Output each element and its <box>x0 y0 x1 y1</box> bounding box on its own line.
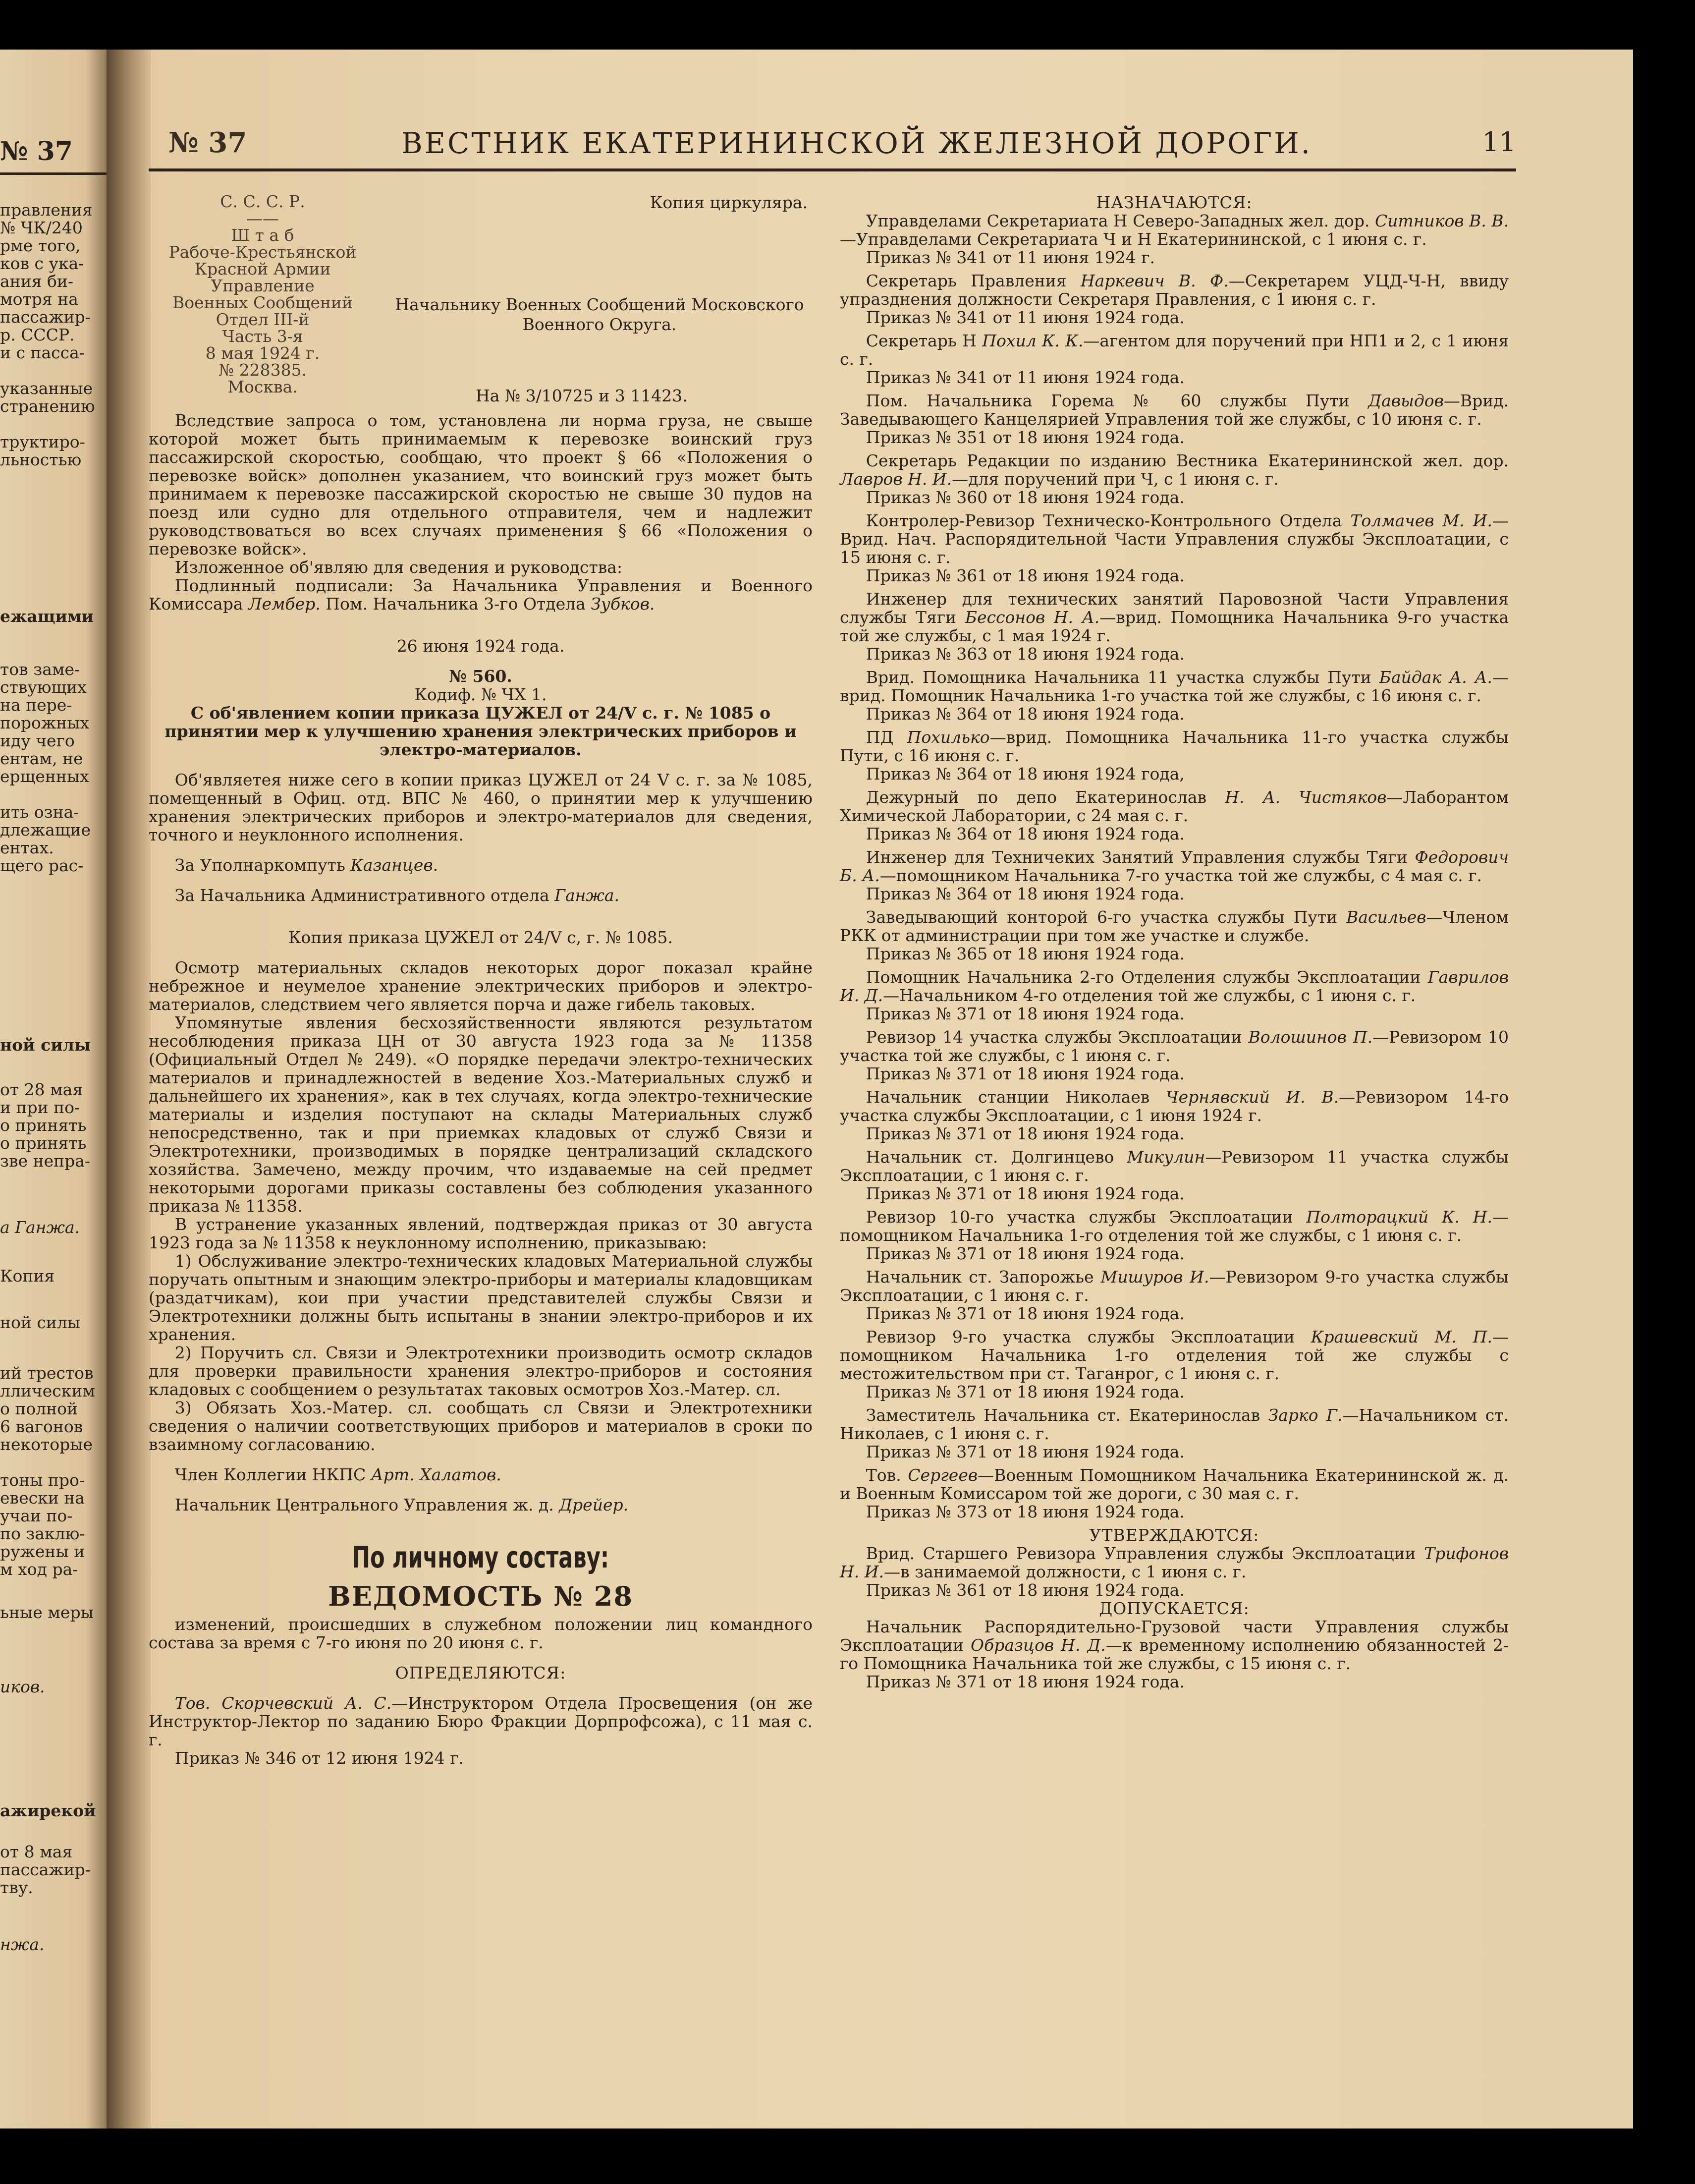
previous-page-line: ллическим <box>0 1381 96 1400</box>
previous-page-line: странению <box>0 396 95 416</box>
org-line: Ш т а б <box>231 225 294 245</box>
order-reference: Приказ № 360 от 18 июня 1924 года. <box>866 488 1185 507</box>
org-line: Часть 3-я <box>222 327 303 346</box>
signature: Член Коллегии НКПС Арт. Халатов. <box>174 1465 501 1484</box>
signature: За Начальника Административного отдела Ганжа. <box>174 886 620 905</box>
copy-label: Копия циркуляра. <box>650 193 808 212</box>
org-line: Рабоче-Крестьянской <box>168 242 357 262</box>
previous-page-line: евески на <box>0 1488 85 1508</box>
org-line: Военных Сообщений <box>172 293 353 312</box>
signature: За Уполнаркомпуть Казанцев. <box>174 855 438 875</box>
previous-page-line: 6 вагонов <box>0 1417 83 1436</box>
previous-page-line: ентах. <box>0 838 54 857</box>
reference-number: На № 3/10725 и 3 11423. <box>476 386 688 405</box>
previous-page-line: ежащими <box>0 607 94 626</box>
header-rule <box>149 168 1516 171</box>
paragraph: Об'являетея ниже сего в копии приказ ЦУЖЕЛ от 24 V с. г. за № 1085, помещенный в Офиц. отд. ВПС № 460, о принятии мер к улучшению хранения электрических приборов и электро-материалов для сведения, точного и неуклонного исполнения. <box>149 770 813 844</box>
order-reference: Приказ № 371 от 18 июня 1924 года. <box>866 1304 1185 1323</box>
previous-page-rule <box>0 172 109 175</box>
previous-page-line: и с пасса- <box>0 343 85 362</box>
previous-page-line: ружены и <box>0 1542 85 1561</box>
previous-page-line: правления <box>0 200 93 220</box>
order-reference: Приказ № 351 от 18 июня 1924 года. <box>866 428 1185 447</box>
previous-page-line: ков с ука- <box>0 254 84 273</box>
personnel-entry: Ревизор 10-го участка службы Эксплоатации Полторацкий К. Н.—помощником Начальника 1-го отделения той же службы, с 1 июня с. г. <box>840 1207 1509 1245</box>
previous-page-line: некоторые <box>0 1435 93 1454</box>
personnel-entry: Начальник станции Николаев Чернявский И. В.—Ревизором 14-го участка службы Эксплоатации, с 1 июня 1924 г. <box>840 1087 1509 1125</box>
circular-header <box>149 193 813 411</box>
previous-page-line: ной силы <box>0 1035 91 1055</box>
order-reference: Приказ № 371 от 18 июня 1924 года. <box>866 1004 1185 1023</box>
order-reference: Приказ № 371 от 18 июня 1924 года. <box>866 1672 1185 1691</box>
order-date: 26 июня 1924 года. <box>396 636 565 656</box>
personnel-entry: Помощник Начальника 2-го Отделения службы Эксплоатации Гаврилов И. Д.—Начальником 4-го отделения той же службы, с 1 июня с. г. <box>840 967 1509 1005</box>
order-reference: Приказ № 371 от 18 июня 1924 года. <box>866 1244 1185 1263</box>
order-reference: Приказ № 371 от 18 июня 1924 года. <box>866 1124 1185 1143</box>
personnel-entry: Ревизор 9-го участка службы Эксплоатации Крашевский М. П.—помощником Начальника 1-го отделения той же службы с местожительством при ст. Таганрог, с 1 июня с. г. <box>840 1327 1509 1383</box>
appointments-list <box>840 212 1509 1526</box>
left-column <box>149 193 813 1767</box>
book-gutter <box>107 50 151 2128</box>
previous-page-line: иков. <box>0 1677 45 1696</box>
order-reference: Приказ № 371 от 18 июня 1924 года. <box>866 1184 1185 1203</box>
previous-page-line: пассажир- <box>0 307 91 327</box>
order-reference: Приказ № 363 от 18 июня 1924 года. <box>866 644 1185 664</box>
journal-title: ВЕСТНИК ЕКАТЕРИНИНСКОЙ ЖЕЛЕЗНОЙ ДОРОГИ. <box>401 126 1312 160</box>
personnel-entry: Инженер для технических занятий Паровозной Части Управления службы Тяги Бессонов Н. А.—врид. Помощника Начальника 9-го участка той же службы, с 1 мая 1924 г. <box>840 589 1509 645</box>
personnel-entry: Начальник Распорядительно-Грузовой части Управления службы Эксплоатации Образцов Н. Д.—к временному исполнению обязанностей 2-го Помощника Начальника той же службы, с 15 июня с. г. <box>840 1617 1509 1673</box>
personnel-entry: Начальник ст. Запорожье Мишуров И.—Ревизором 9-го участка службы Эксплоатации, с 1 июня с. г. <box>840 1267 1509 1305</box>
org-line: С. С. С. Р. <box>220 192 305 211</box>
copy-title: Копия приказа ЦУЖЕЛ от 24/V с, г. № 1085. <box>288 928 673 947</box>
personnel-entry: Контролер-Ревизор Техническо-Контрольного Отдела Толмачев М. И.—Врид. Нач. Распорядительной Части Управления службы Эксплоатации, с 15 июня с. г. <box>840 511 1509 567</box>
previous-page-line: порожных <box>0 713 90 732</box>
personnel-entry: Заместитель Начальника ст. Екатеринослав Зарко Г.—Начальником ст. Николаев, с 1 июня с. г. <box>840 1405 1509 1443</box>
previous-page-line: о принять <box>0 1116 87 1135</box>
org-line: № 228385. <box>218 360 307 380</box>
paragraph: 1) Обслуживание электро-технических кладовых Материальной службы поручать опытным и знающим электро-приборы и материалы кладовщикам (раздатчикам), кои при участии представителей службы Связи и Электротехники должны быть испытаны в знании электро-приборов и их хранения. <box>149 1251 813 1344</box>
previous-page-line: тву. <box>0 1878 33 1897</box>
previous-page-line: ствующих <box>0 677 87 697</box>
previous-page-line: ий трестов <box>0 1363 94 1383</box>
order-reference: Приказ № 365 от 18 июня 1924 года. <box>866 944 1185 963</box>
previous-page-line: о полной <box>0 1399 78 1418</box>
order-reference: Приказ № 341 от 11 июня 1924 г. <box>866 248 1155 267</box>
personnel-entry: Тов. Скорчевский А. С.—Инструктором Отдела Просвещения (он же Инструктор-Лектор по заданию Бюро Фракции Дорпрофсожа), с 11 мая с. г. <box>149 1693 813 1749</box>
order-reference: Приказ № 371 от 18 июня 1924 года. <box>866 1442 1185 1461</box>
personnel-entry: Пом. Начальника Горема № 60 службы Пути Давыдов—Врид. Заведывающего Канцелярией Управления той же службы, с 10 июня с. г. <box>840 391 1509 429</box>
order-reference: Приказ № 341 от 11 июня 1924 года. <box>866 368 1185 387</box>
order-reference: Приказ № 373 от 18 июня 1924 года. <box>866 1502 1185 1521</box>
previous-page-line: щего рас- <box>0 856 84 875</box>
personnel-entry: Дежурный по депо Екатеринослав Н. А. Чистяков—Лаборантом Химической Лаборатории, с 24 мая с. г. <box>840 787 1509 825</box>
section-subheading: УТВЕРЖДАЮТСЯ: <box>1089 1525 1259 1545</box>
issuer-block <box>149 193 377 395</box>
section-heading: По личному составу: <box>352 1540 609 1575</box>
previous-page-line: м ход ра- <box>0 1560 78 1579</box>
page-number: 11 <box>1482 126 1516 158</box>
previous-page-line: зве непра- <box>0 1151 91 1171</box>
paragraph: 2) Поручить сл. Связи и Электротехники производить осмотр складов для проверки правильности хранения электро-приборов и состояния кладовых с сообщением о результатах таковых осмотров Хоз.-Матер. сл. <box>149 1343 813 1399</box>
paragraph: Изложенное об'являю для сведения и руководства: <box>174 558 623 577</box>
personnel-entry: Секретарь Н Похил К. К.—агентом для поручений при НП1 и 2, с 1 июня с. г. <box>840 331 1509 369</box>
previous-page-line: № ЧК/240 <box>0 218 83 237</box>
previous-page-line: ентам, не <box>0 749 83 768</box>
paragraph: В устранение указанных явлений, подтверждая приказ от 30 августа 1923 года за № 11358 к неуклонному исполнению, приказываю: <box>149 1215 813 1252</box>
previous-page-line: мотря на <box>0 289 78 309</box>
issue-number: № 37 <box>168 126 247 159</box>
personnel-entry: Врид. Помощника Начальника 11 участка службы Пути Байдак А. А.—врид. Помощник Начальника 1-го участка той же службы, с 16 июня с. г. <box>840 668 1509 705</box>
order-reference: Приказ № 341 от 11 июня 1924 года. <box>866 308 1185 327</box>
order-reference: Приказ № 364 от 18 июня 1924 года, <box>866 764 1185 784</box>
previous-page-line: рме того, <box>0 236 81 255</box>
personnel-entry: Ревизор 14 участка службы Эксплоатации Волошинов П.—Ревизором 10 участка той же службы, с 1 июня с. г. <box>840 1027 1509 1065</box>
previous-page-line: ьные меры <box>0 1603 94 1622</box>
previous-page-line: ной силы <box>0 1313 81 1332</box>
org-line: 8 мая 1924 г. <box>205 343 320 363</box>
personnel-entry: Начальник ст. Долгинцево Микулин—Ревизором 11 участка службы Эксплоатации, с 1 июня с. г. <box>840 1147 1509 1185</box>
section-subheading: ОПРЕДЕЛЯЮТСЯ: <box>395 1663 566 1682</box>
paragraph: 3) Обязать Хоз.-Матер. сл. сообщать сл Связи и Электротехники сведения о наличии соответствующих приборов и материалов в сроки по взаимному согласованию. <box>149 1398 813 1454</box>
previous-page-line: от 28 мая <box>0 1080 83 1099</box>
previous-page-line: льностью <box>0 450 82 469</box>
order-reference: Приказ № 364 от 18 июня 1924 года. <box>866 704 1185 724</box>
scan-border <box>1633 50 1695 2128</box>
page-header <box>168 126 1516 166</box>
previous-page-line: ить озна- <box>0 802 79 822</box>
section-subheading: ДОПУСКАЕТСЯ: <box>1099 1599 1250 1618</box>
order-reference: Приказ № 371 от 18 июня 1924 года. <box>866 1064 1185 1083</box>
previous-page-line: о принять <box>0 1133 87 1153</box>
previous-page-line: от 8 мая <box>0 1842 73 1861</box>
order-reference: Приказ № 364 от 18 июня 1924 года. <box>866 884 1185 903</box>
previous-page-line: труктиро- <box>0 432 85 451</box>
order-number: № 560. <box>449 667 512 686</box>
previous-page-line: иду чего <box>0 731 75 750</box>
personnel-entry: Врид. Старшего Ревизора Управления службы Эксплоатации Трифонов Н. И.—в занимаемой должности, с 1 июня с. г. <box>840 1544 1509 1581</box>
previous-page-fragment <box>0 50 114 2128</box>
previous-page-line: длежащие <box>0 820 91 840</box>
previous-page-line: ажирекой <box>0 1801 96 1820</box>
order-reference: Приказ № 361 от 18 июня 1924 года. <box>866 1580 1185 1600</box>
previous-page-line: нжа. <box>0 1935 45 1954</box>
order-reference: Приказ № 371 от 18 июня 1924 года. <box>866 1382 1185 1401</box>
codification: Кодиф. № ЧХ 1. <box>414 685 547 704</box>
previous-page-line: ерщенных <box>0 767 89 786</box>
previous-page-line: р. СССР. <box>0 325 75 344</box>
order-subject: С об'явлением копии приказа ЦУЖЕЛ от 24/V с. г. № 1085 о принятии мер к улучшению хранения электрических приборов и электро-материалов. <box>164 703 797 759</box>
signature-paragraph: Подлинный подписали: За Начальника Управления и Военного Комиссара Лембер. Пом. Начальника 3-го Отдела Зубков. <box>149 576 813 614</box>
personnel-entry: Секретарь Редакции по изданию Вестника Екатерининской жел. дор. Лавров Н. И.—для поручений при Ч, с 1 июня с. г. <box>840 451 1509 489</box>
previous-page-line: указанные <box>0 379 93 398</box>
signature: Начальник Центрального Управления ж. д. Дрейер. <box>174 1495 629 1514</box>
paragraph: Осмотр материальных складов некоторых дорог показал крайне небрежное и неумелое хранение электрических приборов и электро-материалов, следствием чего является порча и даже гибель таковых. <box>149 958 813 1014</box>
previous-page-number: № 37 <box>0 136 73 167</box>
personnel-entry: Управделами Секретариата Н Северо-Западных жел. дор. Ситников В. В.—Управделами Секретариата Ч и Н Екатерининской, с 1 июня с. г. <box>840 211 1509 249</box>
paragraph: Упомянутые явления бесхозяйственности являются результатом несоблюдения приказа ЦН от 30 августа 1923 года за № 11358 (Официальный Отдел № 249). «О порядке передачи электро-технических материалов и принадлежностей в ведение Хоз.-Материальных служб и дальнейшего их хранения», как в тех случаях, когда электро-технические материалы и изделия поступают на склады Материальных служб непосредственно, так и при приемках кладовых от служб Связи и Электротехники, производимых в порядке централизаций складского хозяйства. Замечено, между прочим, что издаваемые на сей предмет некоторыми дорогами приказы составлены без соблюдения указанного приказа № 11358. <box>149 1013 813 1216</box>
org-line: Москва. <box>227 377 298 396</box>
addressee: Начальнику Военных Сообщений Московского Военного Округа. <box>395 295 804 334</box>
personnel-entry: Секретарь Правления Наркевич В. Ф.—Секретарем УЦД-Ч-Н, ввиду упразднения должности Секретаря Правления, с 1 июня с. г. <box>840 271 1509 309</box>
order-reference: Приказ № 361 от 18 июня 1924 года. <box>866 566 1185 585</box>
org-line: Отдел III-й <box>216 310 310 329</box>
personnel-entry: ПД Похилько—врид. Помощника Начальника 11-го участка службы Пути, с 16 июня с. г. <box>840 728 1509 765</box>
previous-page-line: Копия <box>0 1266 55 1286</box>
org-line: —— <box>246 209 279 228</box>
previous-page-line: по заклю- <box>0 1524 85 1543</box>
order-reference: Приказ № 346 от 12 июня 1924 г. <box>174 1748 464 1768</box>
previous-page-line: и при по- <box>0 1098 80 1117</box>
previous-page-line: пассажир- <box>0 1860 91 1879</box>
previous-page-line: тов заме- <box>0 660 80 679</box>
previous-page-line: а Ганжа. <box>0 1218 80 1237</box>
previous-page-line: тоны про- <box>0 1470 85 1490</box>
paragraph: Вследствие запроса о том, установлена ли норма груза, не свыше которой может быть принимаемым к перевозке воинский груз пассажирской скоростью, сообщаю, что проект § 66 «Положения о перевозке войск» дополнен указанием, что воинский груз может быть принимаем к перевозке пассажирской скоростью не свыше 30 пудов на поезд или судно для отдельного отправителя, чем и надлежит руководствоваться во всех случаях применения § 66 «Положения о перевозке войск». <box>149 411 813 559</box>
previous-page-line: на пере- <box>0 695 72 715</box>
statement-heading: ВЕДОМОСТЬ № 28 <box>328 1580 633 1612</box>
order-reference: Приказ № 364 от 18 июня 1924 года. <box>866 824 1185 843</box>
previous-page-line: учаи по- <box>0 1506 73 1525</box>
previous-page-line: ания би- <box>0 272 73 291</box>
right-column <box>840 193 1509 1691</box>
personnel-entry: Инженер для Техничеких Занятий Управления службы Тяги Федорович Б. А.—помощником Начальника 7-го участка той же службы, с 4 мая с. г. <box>840 847 1509 885</box>
personnel-entry: Заведывающий конторой 6-го участка службы Пути Васильев—Членом РКК от администрации при том же участке и службе. <box>840 907 1509 945</box>
personnel-entry: Тов. Сергеев—Военным Помощником Начальника Екатерининской ж. д. и Военным Комиссаром той же дороги, с 30 мая с. г. <box>840 1465 1509 1503</box>
section-subheading: НАЗНАЧАЮТСЯ: <box>1096 193 1253 212</box>
org-line: Красной Армии <box>194 259 331 279</box>
paragraph: изменений, происшедших в служебном положении лиц командного состава за время с 7-го июня по 20 июня с. г. <box>149 1615 813 1652</box>
org-line: Управление <box>211 276 315 295</box>
